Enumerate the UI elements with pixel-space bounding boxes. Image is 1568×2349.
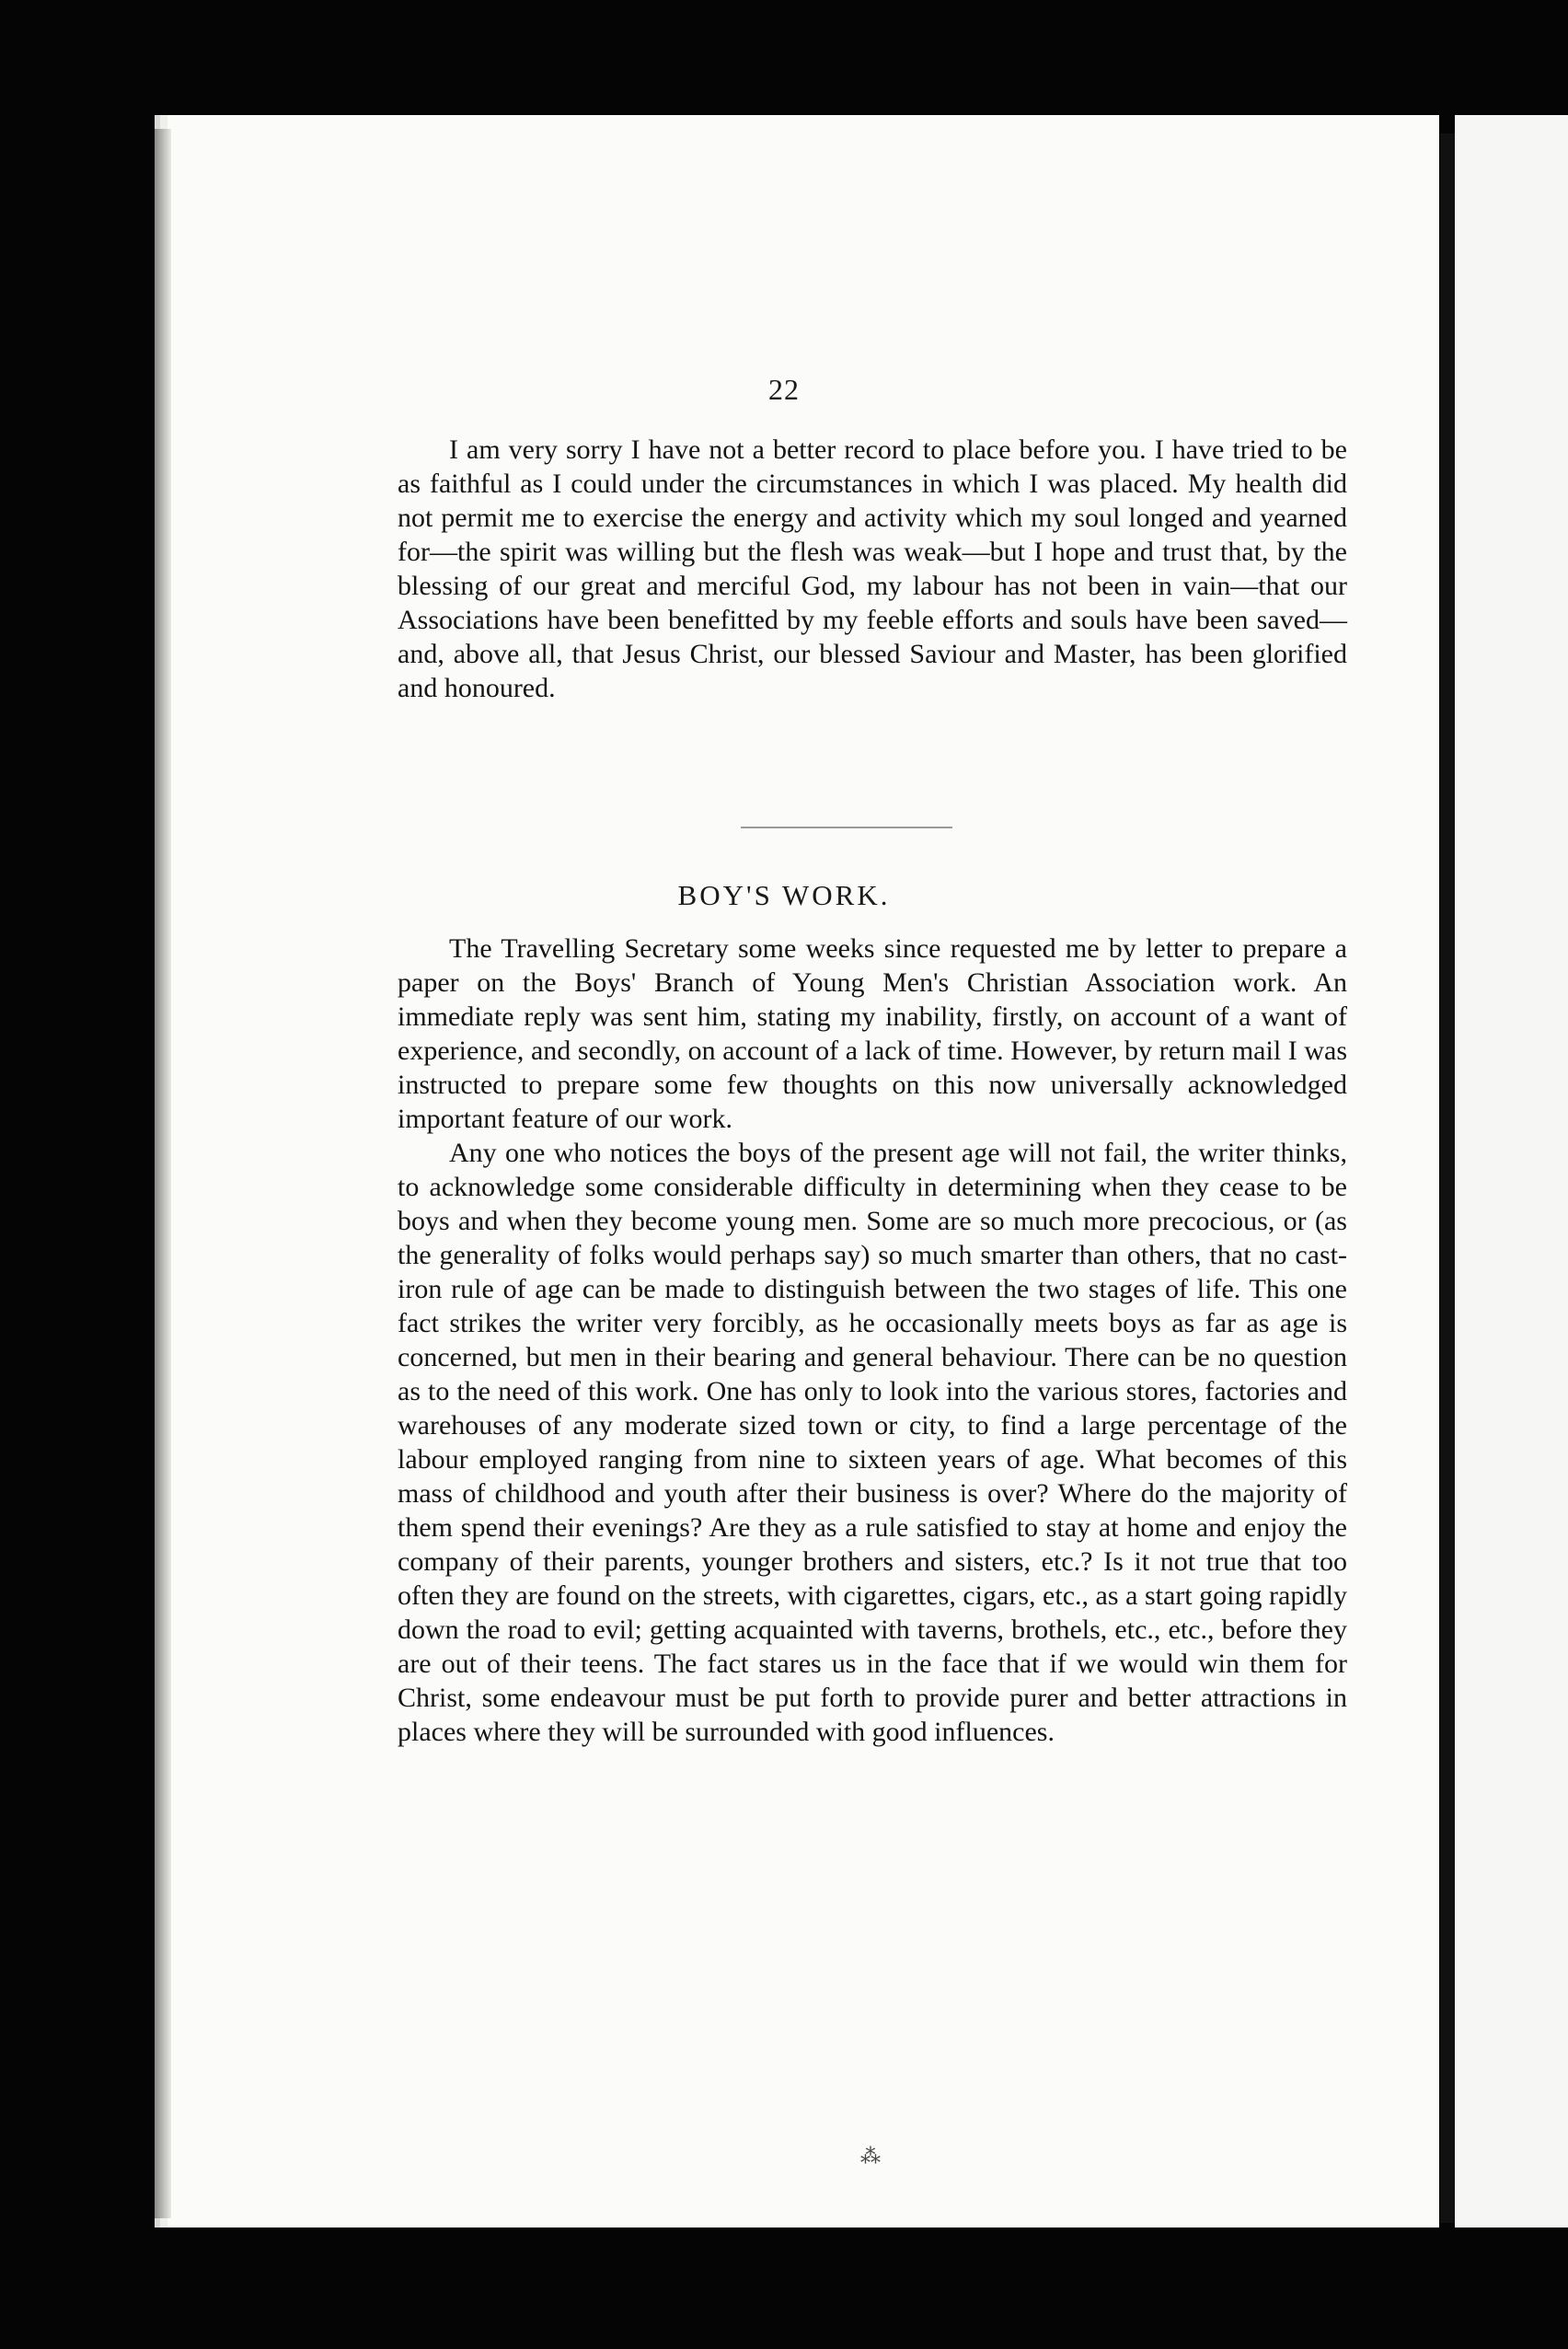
page-gutter-edge	[155, 129, 171, 2218]
facing-page-edge	[1440, 133, 1455, 2223]
intro-text	[398, 433, 1347, 705]
section-divider	[741, 827, 952, 828]
footer-mark: ⁂	[860, 2145, 881, 2168]
page-number: 22	[768, 373, 800, 406]
intro-paragraph: I am very sorry I have not a better record to place before you. I have tried to be as faithful as I could under the circumstances in which I was placed. My health did not permit me to exercise the energy and activity which my soul longed and yearned for—the spirit was willing but the flesh was weak—but I hope and trust that, by the blessing of our great and merciful God, my labour has not been in vain—that our Associations have been benefitted by my feeble efforts and souls have been saved—and, above all, that Jesus Christ, our blessed Saviour and Master, has been glorified and honoured.	[398, 434, 1347, 703]
section-text	[398, 932, 1347, 1749]
section-paragraph-2: Any one who notices the boys of the present age will not fail, the writer thinks, to acknowledge some considerable difficulty in determining when they cease to be boys and when they become young men. Some are so much more precocious, or (as the generality of folks would perhaps say) so much smarter than others, that no cast-iron rule of age can be made to distinguish between the two stages of life. This one fact strikes the writer very forcibly, as he occasionally meets boys as far as age is concerned, but men in their bearing and general behaviour. There can be no question as to the need of this work. One has only to look into the various stores, factories and warehouses of any moderate sized town or city, to find a large percentage of the labour employed ranging from nine to sixteen years of age. What becomes of this mass of childhood and youth after their business is over? Where do the majority of them spend their evenings? Are they as a rule satisfied to stay at home and enjoy the company of their parents, younger brothers and sisters, etc.? Is it not true that too often they are found on the streets, with cigarettes, cigars, etc., as a start going rapidly down the road to evil; getting acquainted with taverns, brothels, etc., etc., before they are out of their teens. The fact stares us in the face that if we would win them for Christ, some endeavour must be put forth to provide purer and better attractions in places where they will be surrounded with good influences.	[398, 1138, 1347, 1747]
section-title: BOY'S WORK.	[677, 879, 891, 911]
section-paragraph-1: The Travelling Secretary some weeks since requested me by letter to prepare a paper on the Boys' Branch of Young Men's Christian Association work. An immediate reply was sent him, stating my inability, firstly, on account of a want of experience, and secondly, on account of a lack of time. However, by return mail I was instructed to prepare some few thoughts on this now universally acknowledged important feature of our work.	[398, 933, 1347, 1134]
facing-page-sliver	[1455, 115, 1568, 2228]
